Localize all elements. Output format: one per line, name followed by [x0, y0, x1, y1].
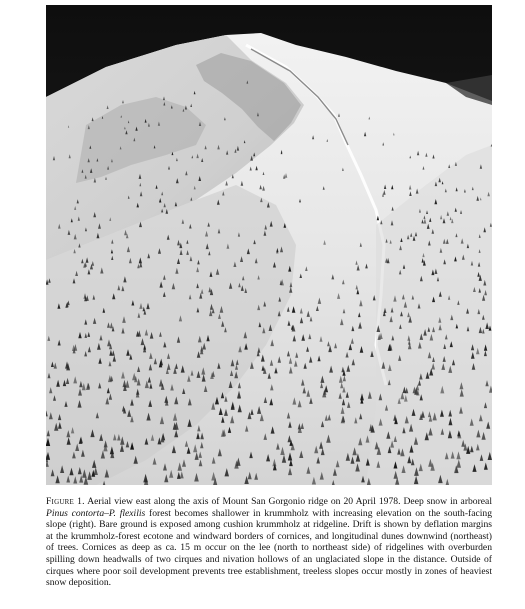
caption-text-part1: Aerial view east along the axis of Mount San Gorgonio ridge on 20 April 1978. Deep snow in arboreal [84, 496, 492, 507]
figure-caption [46, 496, 492, 589]
caption-species-name: Pinus contorta–P. flexilis [46, 507, 146, 519]
figure-label: Figure 1. [46, 496, 85, 507]
snow-mountain-image [46, 5, 492, 485]
aerial-photograph [46, 5, 492, 485]
caption-text-part2: forest becomes shallower in krummholz with increasing elevation on the south-facing slope (right). Bare ground is exposed among cushion krummholz at ridgeline. Drift is shown by deflation margins at the krummholz-forest ecotone and windward borders of cornices, and longitudinal dunes downwind (northeast) of trees. Cornices as deep as ca. 15 m occur on the lee (north to northeast side) of ridgelines with overburden spilling down headwalls of two cirques and nivation hollows of an unglaciated slope in the distance. Outside of cirques where poor soil development prevents tree establishment, treeless slopes occur mostly in zones of heaviest snow deposition. [46, 507, 492, 589]
